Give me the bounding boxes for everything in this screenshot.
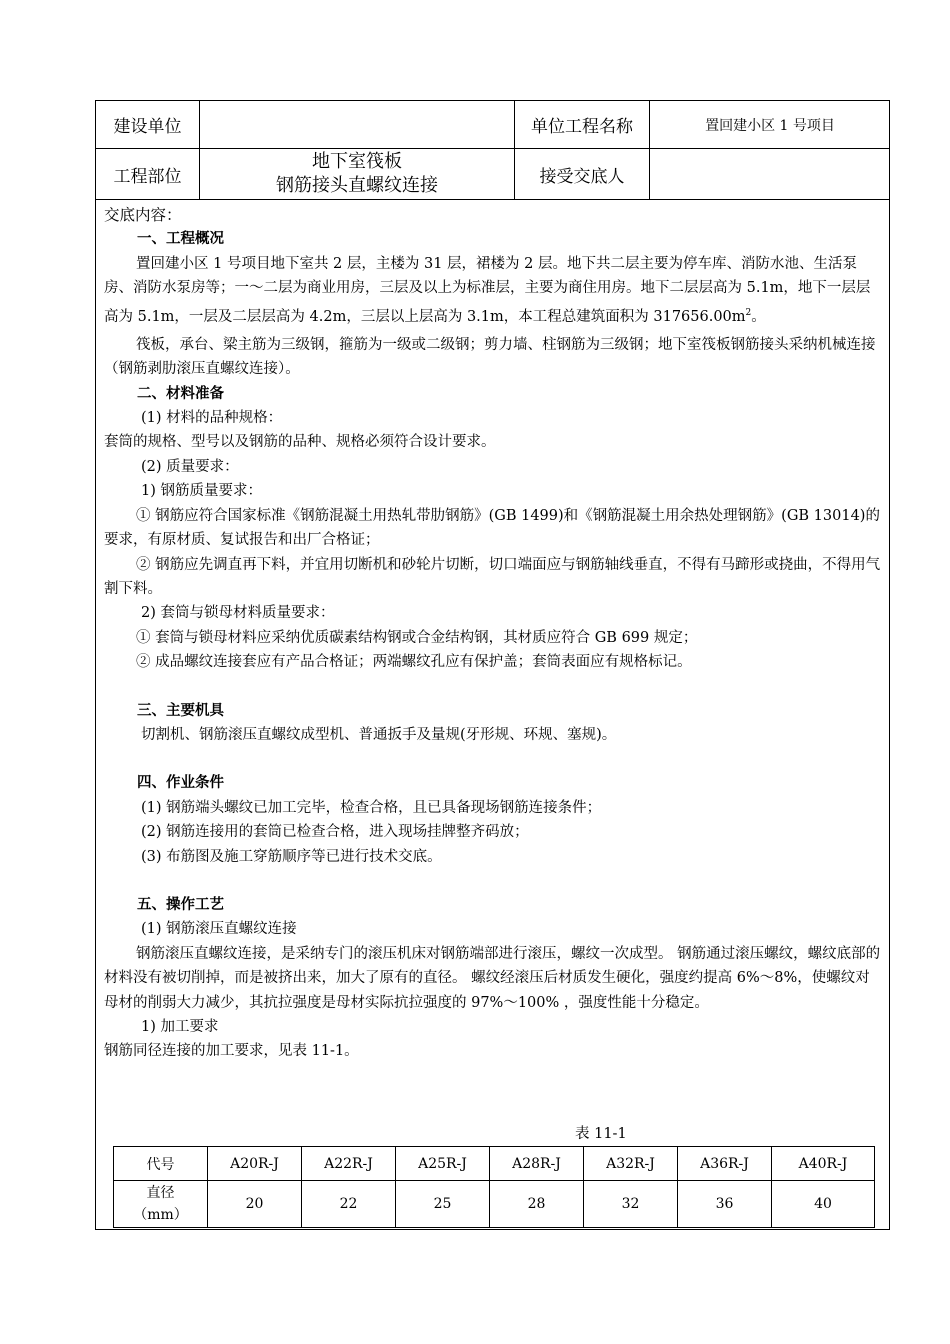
table-cell: A25R-J (396, 1147, 490, 1181)
table-cell: A32R-J (584, 1147, 678, 1181)
table-cell: A36R-J (678, 1147, 772, 1181)
spec-table (113, 1146, 875, 1228)
section-5-paragraph-1: 钢筋滚压直螺纹连接，是采纳专门的滚压机床对钢筋端部进行滚压，螺纹一次成型。 钢筋通过滚压螺纹，螺纹底部的材料没有被切削掉，而是被挤出来，加大了原有的直径。 螺纹经滚压后材质发生硬化，强度约提高 6%～8%，使螺纹对母材的削弱大力减少，其抗拉强度是母材实际抗拉强度的 97%～100% ，强度性能十分稳定。 (104, 945, 881, 1011)
section-4-line-2: (2) 钢筋连接用的套筒已检查合格，进入现场挂牌整齐码放； (141, 824, 529, 841)
section-2-line-9: ② 成品螺纹连接套应有产品合格证；两端螺纹孔应有保护盖；套筒表面应有规格标记。 (136, 654, 692, 671)
project-name-label: 单位工程名称 (531, 117, 633, 137)
table-cell: A20R-J (208, 1147, 302, 1181)
section-2-line-4: 1) 钢筋质量要求： (141, 483, 262, 500)
section-5-line-2: 1) 加工要求 (141, 1019, 219, 1036)
construction-unit-value (200, 101, 514, 148)
row-header-diameter: 直径（mm） (114, 1181, 208, 1228)
section-2-line-2: 套筒的规格、型号以及钢筋的品种、规格必须符合设计要求。 (104, 434, 496, 451)
table-row (114, 1147, 875, 1181)
part-value-line2: 钢筋接头直螺纹连接 (276, 175, 438, 196)
table-cell: 22 (302, 1181, 396, 1228)
section-2-line-1: (1) 材料的品种规格： (141, 410, 283, 427)
table-cell: 20 (208, 1181, 302, 1228)
part-value-line1: 地下室筏板 (312, 151, 402, 172)
superscript: 2 (745, 307, 752, 318)
section-2-title: 二、材料准备 (137, 384, 224, 402)
table-cell: 40 (772, 1181, 875, 1228)
table-cell: 25 (396, 1181, 490, 1228)
table-cell: A40R-J (772, 1147, 875, 1181)
section-4-title: 四、作业条件 (137, 774, 224, 792)
construction-unit-label: 建设单位 (113, 117, 182, 137)
table-cell: A22R-J (302, 1147, 396, 1181)
table-cell: A28R-J (490, 1147, 584, 1181)
section-1-paragraph-1: 置回建小区 1 号项目地下室共 2 层，主楼为 31 层，裙楼为 2 层。地下共二层主要为停车库、消防水池、生活泵房、消防水泵房等；一～二层为商业用房，三层及以上为标准层，主要为商住用房。地下二层层高为 5.1m，地下一层层高为 5.1m，一层及二层层高为 4.2m，三层以上层高为 3.1m，本工程总建筑面积为 $317656.00m^2$。 (104, 255, 871, 325)
receiver-label: 接受交底人 (539, 166, 625, 187)
part-value (200, 149, 514, 199)
part-label: 工程部位 (113, 166, 182, 187)
table-cell: 28 (490, 1181, 584, 1228)
section-4-line-1: (1) 钢筋端头螺纹已加工完毕，检查合格，且已具备现场钢筋连接条件； (141, 799, 602, 816)
section-1-paragraph-2: 筏板，承台、梁主筋为三级钢，箍筋为一级或二级钢；剪力墙、柱钢筋为三级钢；地下室筏板钢筋接头采纳机械连接（钢筋剥肋滚压直螺纹连接）。 (104, 336, 876, 378)
section-2-line-7: 2) 套筒与锁母材料质量要求： (141, 605, 335, 622)
section-2-line-3: (2) 质量要求： (141, 458, 239, 475)
section-2-line-6: ② 钢筋应先调直再下料，并宜用切断机和砂轮片切断，切口端面应与钢筋轴线垂直，不得有马蹄形或挠曲，不得用气割下料。 (104, 556, 881, 597)
section-4-line-3: (3) 布筋图及施工穿筋顺序等已进行技术交底。 (141, 848, 442, 865)
receiver-value (650, 149, 890, 199)
section-2-line-8: ① 套筒与锁母材料应采纳优质碳素结构钢或合金结构钢，其材质应符合 GB 699 规定； (136, 629, 698, 646)
project-name-value: 置回建小区 1 号项目 (705, 117, 835, 134)
row-header-code: 代号 (114, 1147, 208, 1181)
table-cell: 32 (584, 1181, 678, 1228)
intro-label: 交底内容： (104, 206, 182, 224)
section-3-title: 三、主要机具 (137, 701, 224, 719)
disclosure-content (104, 203, 884, 1064)
section-5-line-3: 钢筋同径连接的加工要求，见表 11-1。 (104, 1043, 359, 1060)
section-1-title: 一、工程概况 (137, 230, 224, 248)
header-divider-2 (95, 199, 890, 200)
section-3-line-1: 切割机、钢筋滚压直螺纹成型机、普通扳手及量规(牙形规、环规、塞规)。 (141, 726, 617, 743)
section-5-title: 五、操作工艺 (137, 895, 224, 913)
table-cell: 36 (678, 1181, 772, 1228)
section-5-line-1: (1) 钢筋滚压直螺纹连接 (141, 921, 297, 938)
table-caption: 表 11-1 (575, 1126, 627, 1142)
section-2-line-5: ① 钢筋应符合国家标准《钢筋混凝土用热轧带肋钢筋》(GB 1499)和《钢筋混凝土用余热处理钢筋》(GB 13014)的要求，有原材质、复试报告和出厂合格证； (104, 507, 880, 549)
table-row (114, 1181, 875, 1228)
